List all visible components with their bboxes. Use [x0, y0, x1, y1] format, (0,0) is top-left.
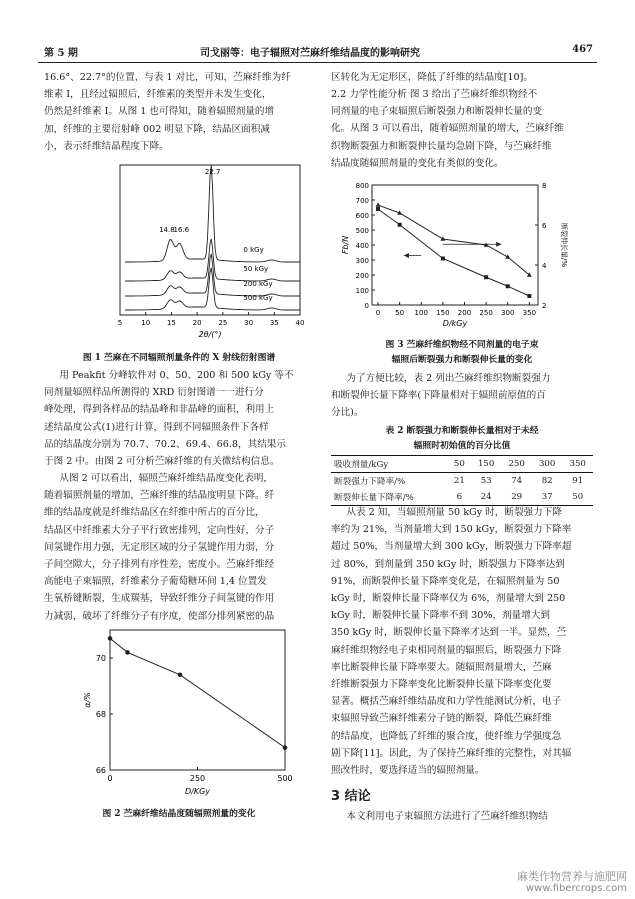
fig3-frame [372, 185, 538, 305]
text-line: 结晶度随辐照剂量的变化有类似的变化。 [331, 157, 504, 169]
fig3-x-tick-label: 100 [414, 309, 428, 317]
text-line: 区转化为无定形区，降低了纤维的结晶度[10]。 [331, 72, 533, 83]
fig1-x-tick-label: 5 [117, 319, 123, 327]
fig2-x-tick-label: 500 [277, 774, 293, 783]
text-line: 化。从图 3 可以看出，随着辐照剂量的增大，苎麻纤维 [331, 123, 564, 135]
text-line: 91%，而断裂伸长量下降率变化是，在辐照剂量为 50 [331, 575, 560, 587]
fig1-x-tick-label: 40 [295, 319, 305, 327]
fig1-peak-label: 22.7 [204, 168, 221, 176]
fig2-data-point [283, 745, 288, 750]
fig3-y2-tick-label: 6 [542, 222, 547, 230]
fig1-x-tick-label: 15 [166, 319, 176, 327]
fig2-crystallinity-chart [80, 625, 300, 800]
text-line: 维素 I，且经过辐照后，纤维素的类型并未发生变化， [44, 89, 272, 101]
fig3-y-tick-label: 600 [355, 212, 369, 220]
table-row [331, 489, 593, 505]
table2-cell: 24 [480, 492, 492, 502]
text-line: 显著。概括苎麻纤维结晶度和力学性能测试分析，电子 [331, 696, 562, 708]
left-para-2 [44, 367, 314, 470]
fig3-caption-line1: 图 3 苎麻纤维织物经不同剂量的电子束 [385, 340, 539, 350]
fig3-x-tick-label: 350 [522, 309, 537, 317]
fig3-y-tick-label: 200 [355, 272, 369, 280]
table2-header-cell: 350 [569, 459, 586, 469]
fig2-data-point [178, 673, 183, 678]
text-line: 用 Peakfit 分峰软件对 0、50、200 和 500 kGy 等不 [59, 370, 294, 381]
text-line: 述结晶度公式(1)进行计算，得到不同辐照条件下各样 [44, 421, 269, 433]
text-line: 从图 2 可以看出，辐照苎麻纤维结晶度变化表明， [59, 473, 274, 484]
text-line: 过 80%，到剂量到 350 kGy 时，断裂强力下降率达到 [331, 558, 565, 570]
fig2-x-axis-label: D/KGy [184, 787, 211, 796]
text-line: 照改性时，要选择适当的辐照剂量。 [331, 765, 485, 777]
fig1-x-tick-label: 35 [269, 319, 279, 327]
fig3-data-point [506, 284, 510, 288]
left-para-3 [44, 470, 314, 625]
text-line: 峰处理，得到各样品的结晶峰和非晶峰的面积，利用上 [44, 404, 275, 416]
fig3-data-point [376, 207, 380, 211]
table2-header-row [331, 456, 593, 473]
table2-title-line2: 辐照时初始值的百分比值 [413, 441, 511, 451]
table2-cell: 50 [572, 492, 584, 502]
table2-header-cell: 250 [508, 459, 525, 469]
header-issue: 第 5 期 [44, 48, 78, 59]
fig2-x-tick-label: 0 [107, 774, 113, 783]
text-line: 力减弱，破坏了纤维分子有序度，使部分排列紧密的晶 [44, 610, 275, 622]
fig1-series-label: 200 kGy [243, 280, 273, 288]
fig3-y-axis-label: Fb/N [341, 235, 350, 255]
watermark-cn: 麻类作物营养与施肥网 [517, 870, 627, 883]
fig1-series-label: 0 kGy [243, 246, 264, 254]
text-line: 本文利用电子束辐照方法进行了苎麻纤维织物结 [346, 811, 548, 822]
fig1-x-tick-label: 30 [244, 319, 254, 327]
section-3-title: 3 结论 [331, 789, 371, 804]
fig1-x-tick-label: 25 [218, 319, 228, 327]
table2-cell: 37 [541, 492, 553, 502]
fig3-caption-line2: 辐照后断裂强力和断裂伸长量的变化 [391, 355, 533, 365]
left-para-1 [44, 69, 314, 155]
text-line: 率比断裂伸长量下降率要大。随辐照剂量增大，苎麻 [331, 661, 552, 673]
text-line: 加，纤维的主要衍射峰 002 明显下降，结晶区面积减 [44, 123, 270, 135]
fig1-x-tick-label: 20 [192, 319, 202, 327]
fig3-x-tick-label: 150 [436, 309, 450, 317]
text-line: 束辐照导致苎麻纤维素分子链的断裂，降低苎麻纤维 [331, 713, 552, 725]
fig2-data-point [108, 636, 113, 641]
table2-cell: 29 [511, 492, 523, 502]
text-line: 纤维断裂强力下降率变化比断裂伸长量下降率变化要 [331, 679, 552, 691]
fig1-series-line [125, 268, 300, 310]
table2-header-cell: 50 [453, 459, 465, 469]
text-line: 剧下降[11]。因此，为了保持苎麻纤维的完整性，对其辐 [331, 747, 572, 759]
text-line: 超过 50%，当剂量增大到 300 kGy，断裂强力下降率超 [331, 541, 572, 553]
fig1-caption: 图 1 苎麻在不同辐照剂量条件的 X 射线衍射图谱 [82, 353, 276, 363]
text-line: 的结晶度，也降低了纤维的聚合度，使纤维力学强度急 [331, 730, 562, 742]
fig3-x-axis-label: D/kGy [442, 319, 468, 328]
fig3-x-tick-label: 250 [479, 309, 493, 317]
fig1-peak-label: 14.8 [159, 226, 175, 234]
fig3-arrowhead [404, 253, 409, 258]
fig2-caption: 图 2 苎麻纤维结晶度随辐照剂量的变化 [102, 809, 256, 819]
fig3-x-tick-label: 300 [501, 309, 515, 317]
text-line: 和断裂伸长量下降率(下降量相对于辐照前原值的百 [331, 390, 546, 402]
text-line: 生氧桥键断裂，生成羰基，导致纤维分子间氢键的作用 [44, 593, 275, 605]
right-para-3 [331, 370, 593, 422]
text-line: kGy 时，断裂伸长量下降率不到 30%，剂量增大到 [331, 610, 551, 622]
text-line: 结晶区中纤维素大分子平行致密排列，定向性好，分子 [44, 524, 275, 536]
text-line: 织物断裂强力和断裂伸长量均急剧下降，与苎麻纤维 [331, 140, 552, 152]
fig3-y2-tick-label: 2 [542, 302, 547, 310]
header-page-number: 467 [572, 44, 593, 55]
fig2-y-tick-label: 68 [95, 710, 106, 719]
fig3-y2-tick-label: 4 [542, 262, 547, 270]
right-para-2 [331, 86, 593, 172]
right-para-4 [331, 504, 593, 779]
fig3-y-tick-label: 100 [355, 287, 369, 295]
fig1-peak-label: 16.6 [173, 226, 190, 234]
header-rule [38, 62, 597, 63]
fig1-xrd-chart [110, 160, 310, 345]
fig3-data-point [398, 223, 402, 227]
fig3-data-point [441, 257, 445, 261]
table2-title-line1: 表 2 断裂强力和断裂伸长量相对于未经 [385, 426, 539, 436]
fig3-y-tick-label: 500 [355, 227, 369, 235]
table2-header-cell: 吸收剂量/kGy [334, 460, 389, 470]
fig2-x-tick-label: 250 [189, 774, 206, 783]
header-title: 司戈丽等：电子辐照对苎麻纤维结晶度的影响研究 [200, 48, 420, 59]
table2-cell: 53 [480, 476, 492, 486]
text-line: kGy 时，断裂伸长量下降率仅为 6%，剂量增大到 250 [331, 593, 566, 605]
text-line: 小，表示纤维结晶程度下降。 [44, 140, 169, 152]
fig2-y-tick-label: 70 [95, 654, 106, 663]
fig2-y-tick-label: 66 [95, 766, 106, 775]
text-line: 率约为 21%，当剂量增大到 150 kGy，断裂强力下降率 [331, 524, 572, 536]
fig3-data-point [527, 294, 531, 298]
fig3-series-line [378, 205, 529, 275]
table2-cell: 74 [511, 476, 523, 486]
text-line: 16.6°、22.7°的位置，与表 1 对比，可知，苎麻纤维为纤 [44, 72, 291, 83]
text-line: 麻纤维织物经电子束相同剂量的辐照后，断裂强力下降 [331, 644, 562, 656]
text-line: 同剂量辐照样品所测得的 XRD 衍射图谱一一进行分 [44, 387, 264, 399]
text-line: 同剂量的电子束辐照后断裂强力和断裂伸长量的变 [331, 106, 543, 118]
table2 [331, 455, 593, 506]
text-line: 品的结晶度分别为 70.7、70.2、69.4、66.8，其结果示 [44, 438, 286, 450]
text-line: 维的结晶度就是纤维结晶区在纤维中所占的百分比， [44, 507, 265, 519]
fig1-series-label: 500 kGy [243, 294, 273, 302]
text-line: 仍然是纤维素 I。从图 1 也可得知，随着辐照剂量的增 [44, 106, 275, 118]
fig2-series-line [110, 638, 285, 747]
fig3-y-tick-label: 400 [355, 242, 369, 250]
table2-cell: 断裂伸长量下降率/% [334, 493, 414, 503]
text-line: 350 kGy 时，断裂伸长量下降率才达到一半。显然，苎 [331, 627, 567, 639]
table2-header-cell: 150 [477, 459, 495, 469]
fig1-series-label: 50 kGy [243, 265, 269, 273]
right-para-5 [331, 808, 593, 825]
table-row [331, 473, 593, 490]
text-line: 从表 2 知，当辐照剂量 50 kGy 时，断裂强力下降 [346, 507, 562, 518]
fig3-series-line [378, 209, 529, 296]
table2-cell: 断裂强力下降率/% [334, 477, 406, 487]
fig3-y-tick-label: 700 [355, 197, 369, 205]
fig3-arrowhead [496, 242, 501, 247]
fig2-data-point [125, 650, 130, 655]
table2-cell: 6 [456, 492, 463, 502]
watermark-url: www.fibercrops.com [525, 883, 627, 894]
fig3-mechanical-chart [340, 180, 570, 335]
table2-header-cell: 300 [538, 459, 556, 469]
right-para-1 [331, 69, 593, 86]
fig3-x-tick-label: 200 [457, 309, 472, 317]
text-line: 2.2 力学性能分析 图 3 给出了苎麻纤维织物经不 [331, 89, 538, 100]
fig3-data-point [484, 275, 488, 279]
text-line: 分比)。 [331, 407, 364, 419]
fig3-y-tick-label: 300 [355, 257, 369, 265]
text-line: 于图 2 中。由图 2 可分析苎麻纤维的有关微结构信息。 [44, 456, 280, 468]
fig3-x-tick-label: 0 [375, 309, 381, 317]
fig3-data-point [376, 202, 381, 206]
text-line: 为了方便比较，表 2 列出苎麻纤维织物断裂强力 [346, 373, 551, 384]
fig2-y-axis-label: α/% [83, 692, 92, 708]
fig3-x-tick-label: 50 [395, 309, 405, 317]
fig3-y2-tick-label: 8 [542, 182, 547, 190]
table2-cell: 21 [453, 476, 465, 486]
fig3-y-tick-label: 0 [364, 302, 369, 310]
fig3-data-point [440, 236, 445, 240]
fig1-x-tick-label: 10 [141, 319, 151, 327]
text-line: 高能电子束辐照，纤维素分子葡萄糖环间 1,4 位置发 [44, 576, 267, 588]
table2-cell: 82 [541, 476, 553, 486]
fig3-y2-axis-label: 断裂伸长量/% [560, 222, 568, 268]
text-line: 子间空隙大，分子排列有序性差，密度小。苎麻纤维经 [44, 559, 275, 571]
fig3-y-tick-label: 800 [355, 182, 369, 190]
fig2-frame [110, 630, 285, 770]
text-line: 间氢键作用力强，无定形区域的分子氢键作用力弱，分 [44, 541, 275, 553]
fig1-x-axis-label: 2θ/(°) [198, 330, 222, 339]
text-line: 随着辐照剂量的增加，苎麻纤维的结晶度明显下降。纤 [44, 490, 275, 502]
table2-cell: 91 [572, 476, 584, 486]
